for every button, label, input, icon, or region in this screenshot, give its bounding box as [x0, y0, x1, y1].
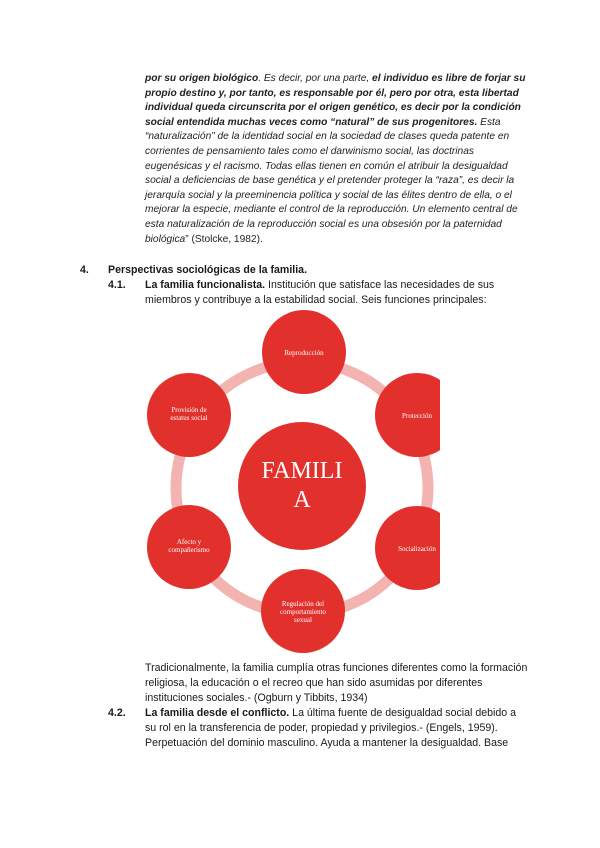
- node-proteccion-label: Protección: [402, 412, 432, 420]
- center-label-line1: FAMILI: [261, 458, 343, 484]
- node-regulacion-label-2: comportamiento: [280, 608, 326, 616]
- quote-citation: ” (Stolcke, 1982).: [185, 233, 263, 245]
- subsection-4-1-text: Institución que satisface las necesidades de sus miembros y contribuye a la estabilidad social. Seis funciones principales:: [145, 279, 495, 306]
- subsection-4-1-title: La familia funcionalista.: [145, 279, 266, 291]
- family-functions-diagram: [140, 308, 440, 653]
- paragraph-tradicional: Tradicionalmente, la familia cumplía otras funciones diferentes como la formación religiosa, la educación o el recreo que han sido asumidas por diferentes instituciones sociales.- (Ogburn y Tibbits, 1934): [145, 662, 528, 704]
- subsection-4-1-number: 4.1.: [108, 279, 126, 291]
- node-reproduccion-label: Reproducción: [284, 349, 324, 357]
- subsection-4-2-number: 4.2.: [108, 707, 126, 719]
- subsection-4-2-body: [145, 706, 530, 751]
- stolcke-quote: [145, 72, 527, 247]
- node-regulacion-label-1: Regulación del: [281, 600, 325, 608]
- section-4-number: 4.: [80, 264, 89, 276]
- quote-bold-freedom: el individuo es libre de forjar su propio destino y, por tanto, es responsable por él, pero por otra, esta libertad individual queda circunscrita por el origen genético, es decir por la condición social entendida muchas veces como “natural” de sus progenitores.: [145, 73, 526, 128]
- quote-text-1: . Es decir, por una parte,: [258, 73, 373, 84]
- section-4-title: Perspectivas sociológicas de la familia.: [108, 264, 308, 276]
- center-label-line2: A: [293, 487, 311, 513]
- node-afecto-label-1: Afecto y: [176, 538, 202, 546]
- node-estatus-label-1: Provisión de: [171, 406, 207, 414]
- node-regulacion-label-3: sexual: [294, 616, 312, 624]
- node-estatus-label-2: estatus social: [170, 414, 208, 422]
- subsection-4-2-text: La última fuente de desigualdad social debido a su rol en la transferencia de poder, propiedad y privilegios.- (Engels, 1959). Perpetuación del dominio masculino. Ayuda a mantener la desigualdad. Base: [145, 707, 516, 749]
- node-afecto-label-2: compañerismo: [168, 546, 210, 554]
- quote-bold-origin: por su origen biológico: [145, 73, 259, 84]
- quote-text-2: Esta “naturalización” de la identidad social en la sociedad de clases queda patente en corrientes de pensamiento tales como el darwinismo social, las doctrinas eugenésicas y el racismo. Todas ellas tienen en común el atribuir la desigualdad social a deficiencias de base genética y el pretender proteger la “raza”, es decir la jerarquía social y la preeminencia política y social de las élites dentro de ella, o el mejorar la especie, mediante el control de la reproducción. Un elemento central de esta naturalización de la reproducción social es una obsesión por la paternidad biológica: [145, 116, 518, 245]
- center-circle: [238, 422, 366, 550]
- subsection-4-2-title: La familia desde el conflicto.: [145, 707, 290, 719]
- node-socializacion-label: Socialización: [398, 545, 436, 553]
- subsection-4-1-body: [145, 278, 530, 308]
